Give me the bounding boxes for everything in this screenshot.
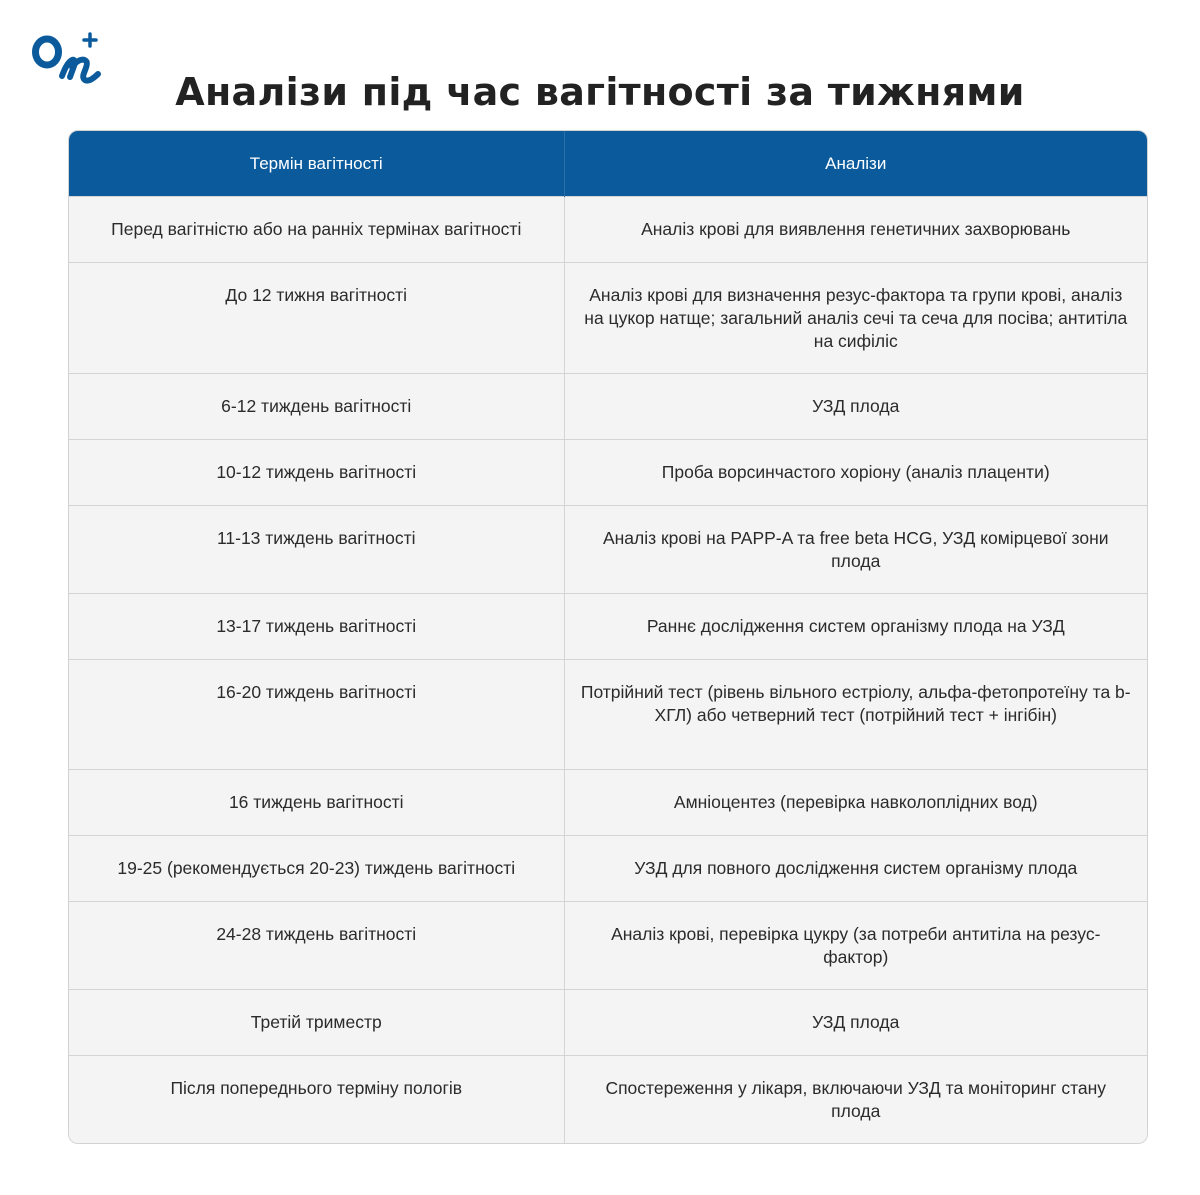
cell-term: 24-28 тиждень вагітності (69, 902, 564, 990)
cell-term: Третій триместр (69, 990, 564, 1056)
table-row (69, 770, 1147, 836)
cell-tests: УЗД плода (564, 990, 1147, 1056)
table-row (69, 836, 1147, 902)
cell-tests: Потрійний тест (рівень вільного естріолу, альфа-фетопротеїну та b-ХГЛ) або четверний тест (потрійний тест + інгібін) (564, 660, 1147, 770)
cell-tests: УЗД для повного дослідження систем організму плода (564, 836, 1147, 902)
cell-tests: Аналіз крові на PAPP-A та free beta HCG, УЗД комірцевої зони плода (564, 506, 1147, 594)
table-row (69, 506, 1147, 594)
cell-tests: Аналіз крові для виявлення генетичних захворювань (564, 197, 1147, 263)
cell-tests: Проба ворсинчастого хоріону (аналіз плаценти) (564, 440, 1147, 506)
cell-tests: Амніоцентез (перевірка навколоплідних вод) (564, 770, 1147, 836)
header-term: Термін вагітності (69, 131, 564, 197)
cell-term: 19-25 (рекомендується 20-23) тиждень вагітності (69, 836, 564, 902)
table-row (69, 990, 1147, 1056)
table-row (69, 660, 1147, 770)
cell-term: Після попереднього терміну пологів (69, 1056, 564, 1144)
cell-tests: УЗД плода (564, 374, 1147, 440)
table-row (69, 263, 1147, 374)
cell-term: 10-12 тиждень вагітності (69, 440, 564, 506)
table-row (69, 902, 1147, 990)
cell-tests: Раннє дослідження систем організму плода на УЗД (564, 594, 1147, 660)
cell-term: 11-13 тиждень вагітності (69, 506, 564, 594)
table-row (69, 594, 1147, 660)
table-row (69, 197, 1147, 263)
tests-table (68, 130, 1148, 1144)
cell-tests: Аналіз крові для визначення резус-фактора та групи крові, аналіз на цукор натще; загальний аналіз сечі та сеча для посіва; антитіла на сифіліс (564, 263, 1147, 374)
page-title: Аналізи під час вагітності за тижнями (175, 70, 1025, 115)
cell-term: 16-20 тиждень вагітності (69, 660, 564, 770)
header-tests: Аналізи (564, 131, 1147, 197)
table-header-row (69, 131, 1147, 197)
table-row (69, 1056, 1147, 1144)
cell-term: 13-17 тиждень вагітності (69, 594, 564, 660)
cell-tests: Аналіз крові, перевірка цукру (за потреби антитіла на резус-фактор) (564, 902, 1147, 990)
cell-term: 6-12 тиждень вагітності (69, 374, 564, 440)
table-row (69, 440, 1147, 506)
cell-term: 16 тиждень вагітності (69, 770, 564, 836)
cell-term: Перед вагітністю або на ранніх термінах вагітності (69, 197, 564, 263)
table-row (69, 374, 1147, 440)
cell-term: До 12 тижня вагітності (69, 263, 564, 374)
cell-tests: Спостереження у лікаря, включаючи УЗД та моніторинг стану плода (564, 1056, 1147, 1144)
